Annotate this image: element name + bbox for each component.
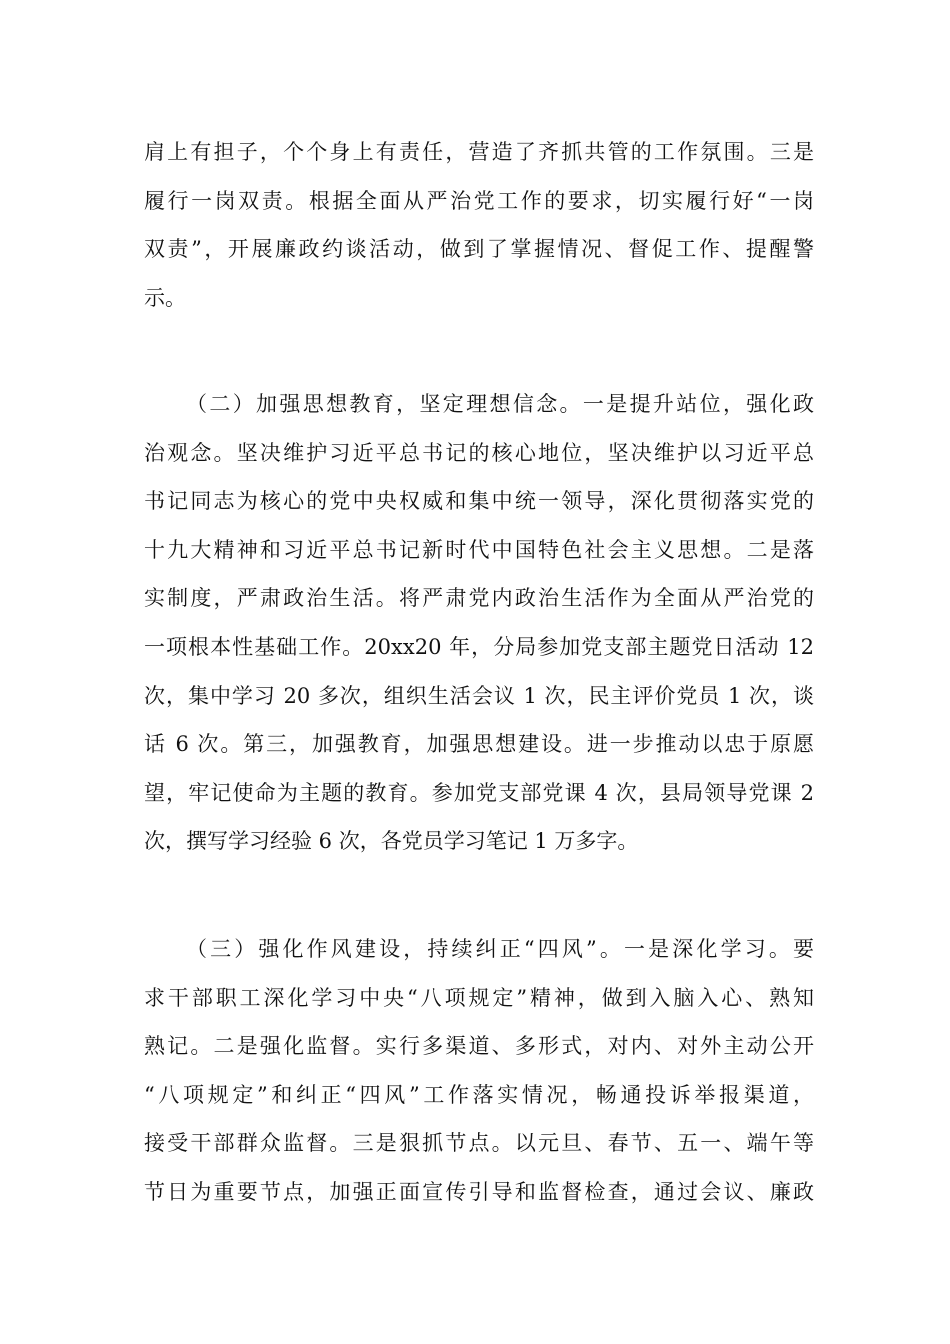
text-line: 次，撰写学习经验 6 次，各党员学习笔记 1 万多字。: [144, 829, 639, 854]
text-line: 十九大精神和习近平总书记新时代中国特色社会主义思想。二是落: [144, 537, 814, 562]
text-line: 治观念。坚决维护习近平总书记的核心地位，坚决维护以习近平总: [144, 440, 814, 465]
text-line: 话 6 次。第三，加强教育，加强思想建设。进一步推动以忠于原愿: [144, 732, 814, 757]
text-line-indented: （二）加强思想教育，坚定理想信念。一是提升站位，强化政: [186, 392, 814, 416]
text-line: “八项规定”和纠正“四风”工作落实情况，畅通投诉举报渠道，: [144, 1082, 814, 1107]
text-line: 节日为重要节点，加强正面宣传引导和监督检查，通过会议、廉政: [144, 1179, 814, 1204]
text-line: 实制度，严肃政治生活。将严肃党内政治生活作为全面从严治党的: [144, 586, 814, 611]
paragraph-1: [144, 128, 814, 322]
text-line: 熟记。二是强化监督。实行多渠道、多形式，对内、对外主动公开: [144, 1034, 814, 1059]
paragraph-2: [144, 380, 814, 866]
text-line: 求干部职工深化学习中央“八项规定”精神，做到入脑入心、熟知: [144, 985, 814, 1010]
text-line-indented: （三）强化作风建设，持续纠正“四风”。一是深化学习。要: [186, 937, 814, 961]
text-line: 肩上有担子，个个身上有责任，营造了齐抓共管的工作氛围。三是: [144, 140, 814, 164]
paragraph-3: [144, 925, 814, 1217]
text-line: 履行一岗双责。根据全面从严治党工作的要求，切实履行好“一岗: [144, 188, 814, 213]
text-line: 一项根本性基础工作。20xx20 年，分局参加党支部主题党日活动 12: [144, 634, 814, 659]
text-line: 示。: [144, 285, 186, 310]
text-line: 双责”，开展廉政约谈活动，做到了掌握情况、督促工作、提醒警: [144, 237, 814, 262]
text-line: 书记同志为核心的党中央权威和集中统一领导，深化贯彻落实党的: [144, 489, 814, 514]
text-line: 望，牢记使命为主题的教育。参加党支部党课 4 次，县局领导党课 2: [144, 780, 814, 805]
text-line: 次，集中学习 20 多次，组织生活会议 1 次，民主评价党员 1 次，谈: [144, 683, 814, 708]
text-line: 接受干部群众监督。三是狠抓节点。以元旦、春节、五一、端午等: [144, 1131, 814, 1156]
